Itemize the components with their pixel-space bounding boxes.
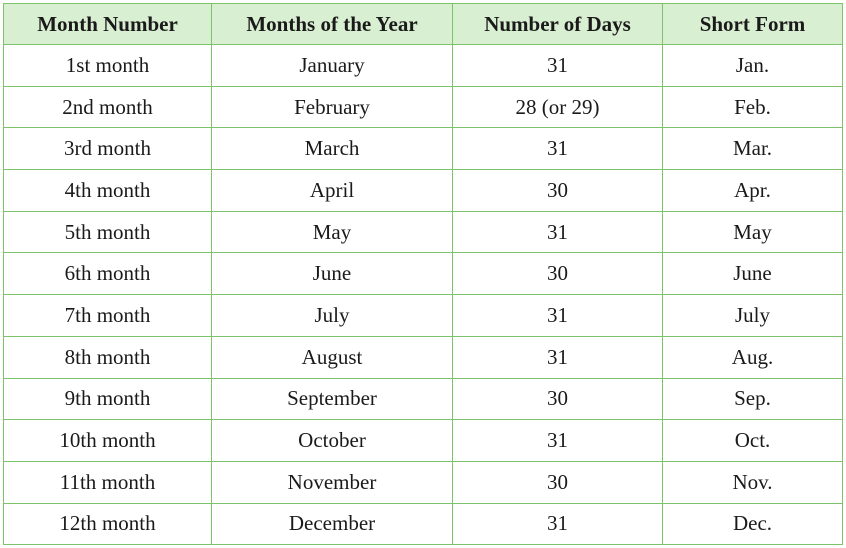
cell-month-number: 11th month (4, 461, 212, 503)
table-row (4, 295, 843, 337)
cell-short-form: Apr. (663, 170, 843, 212)
cell-month-name: April (212, 170, 453, 212)
table-row (4, 420, 843, 462)
cell-short-form: Sep. (663, 378, 843, 420)
table-row (4, 378, 843, 420)
cell-short-form: Jan. (663, 45, 843, 87)
cell-month-number: 1st month (4, 45, 212, 87)
cell-month-name: October (212, 420, 453, 462)
header-row (4, 4, 843, 45)
cell-number-of-days: 31 (453, 503, 663, 545)
cell-number-of-days: 31 (453, 295, 663, 337)
cell-month-number: 7th month (4, 295, 212, 337)
cell-month-name: November (212, 461, 453, 503)
cell-month-name: February (212, 86, 453, 128)
cell-number-of-days: 28 (or 29) (453, 86, 663, 128)
table-body (4, 45, 843, 545)
cell-month-name: March (212, 128, 453, 170)
cell-short-form: July (663, 295, 843, 337)
table-row (4, 503, 843, 545)
cell-month-name: December (212, 503, 453, 545)
cell-month-number: 2nd month (4, 86, 212, 128)
cell-number-of-days: 31 (453, 420, 663, 462)
cell-month-number: 5th month (4, 211, 212, 253)
table-row (4, 253, 843, 295)
table-row (4, 45, 843, 87)
table-row (4, 86, 843, 128)
cell-number-of-days: 30 (453, 170, 663, 212)
cell-month-number: 6th month (4, 253, 212, 295)
cell-month-number: 10th month (4, 420, 212, 462)
cell-month-number: 9th month (4, 378, 212, 420)
cell-number-of-days: 31 (453, 45, 663, 87)
cell-number-of-days: 31 (453, 336, 663, 378)
cell-month-number: 12th month (4, 503, 212, 545)
header-number-of-days: Number of Days (453, 4, 663, 45)
cell-month-number: 8th month (4, 336, 212, 378)
table-row (4, 128, 843, 170)
table-row (4, 336, 843, 378)
cell-short-form: Aug. (663, 336, 843, 378)
cell-month-number: 3rd month (4, 128, 212, 170)
cell-month-name: August (212, 336, 453, 378)
table-row (4, 211, 843, 253)
cell-short-form: Oct. (663, 420, 843, 462)
header-short-form: Short Form (663, 4, 843, 45)
header-month-name: Months of the Year (212, 4, 453, 45)
table-header (4, 4, 843, 45)
cell-number-of-days: 30 (453, 461, 663, 503)
cell-number-of-days: 31 (453, 128, 663, 170)
cell-month-number: 4th month (4, 170, 212, 212)
cell-short-form: Dec. (663, 503, 843, 545)
cell-month-name: May (212, 211, 453, 253)
header-month-number: Month Number (4, 4, 212, 45)
table-row (4, 461, 843, 503)
months-table (3, 3, 843, 545)
cell-short-form: May (663, 211, 843, 253)
cell-short-form: Feb. (663, 86, 843, 128)
cell-number-of-days: 31 (453, 211, 663, 253)
cell-short-form: June (663, 253, 843, 295)
cell-month-name: July (212, 295, 453, 337)
cell-month-name: January (212, 45, 453, 87)
cell-number-of-days: 30 (453, 378, 663, 420)
cell-month-name: September (212, 378, 453, 420)
cell-month-name: June (212, 253, 453, 295)
cell-short-form: Mar. (663, 128, 843, 170)
cell-short-form: Nov. (663, 461, 843, 503)
table-row (4, 170, 843, 212)
cell-number-of-days: 30 (453, 253, 663, 295)
